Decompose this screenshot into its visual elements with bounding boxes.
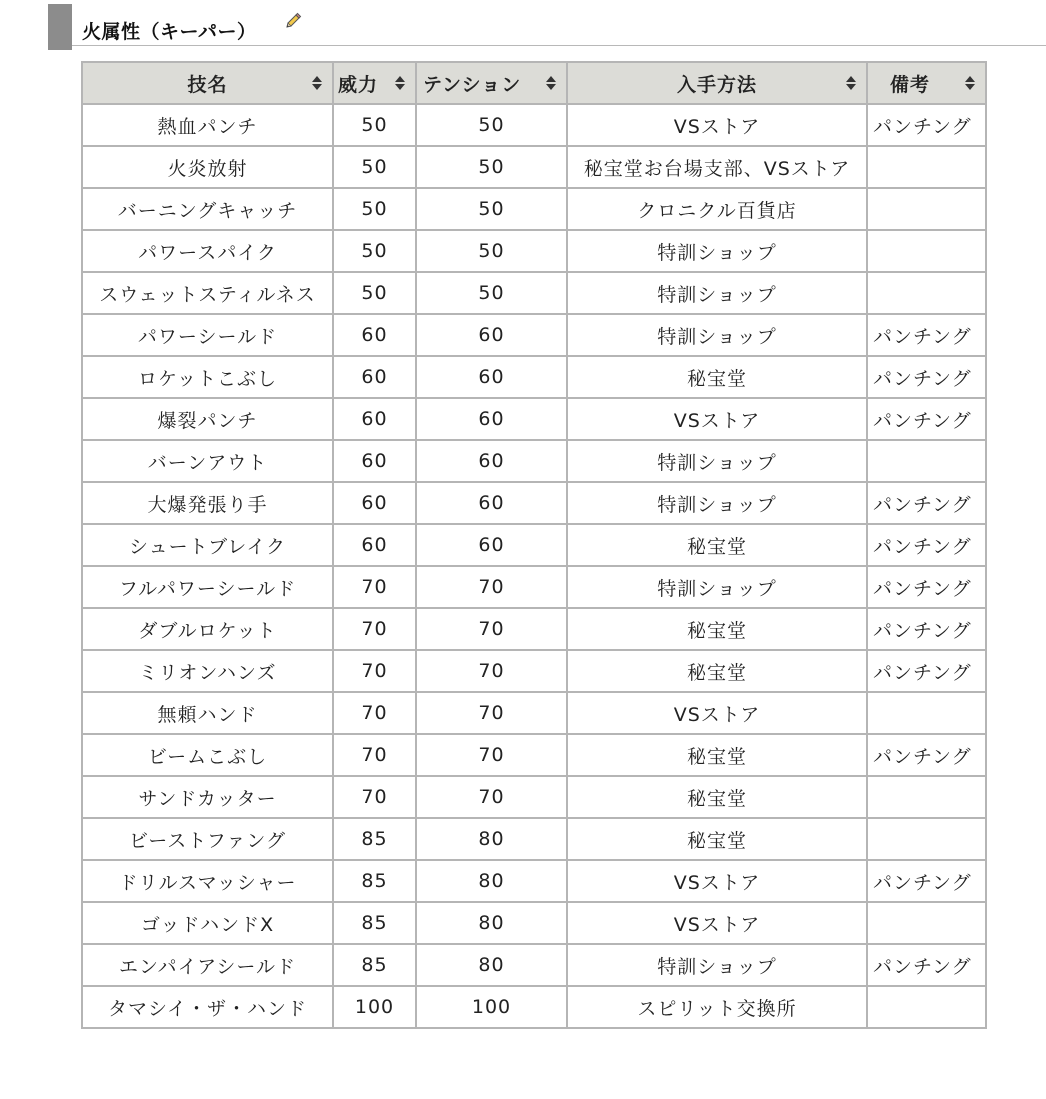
power-cell: 60 bbox=[333, 482, 416, 524]
table-row bbox=[82, 398, 986, 440]
skill-name-cell: バーニングキャッチ bbox=[82, 188, 333, 230]
section-heading bbox=[48, 4, 1046, 46]
tension-cell: 80 bbox=[416, 818, 567, 860]
table-row bbox=[82, 188, 986, 230]
tension-cell: 50 bbox=[416, 146, 567, 188]
column-header-power[interactable]: 威力 bbox=[333, 62, 416, 104]
table-row bbox=[82, 860, 986, 902]
power-cell: 70 bbox=[333, 734, 416, 776]
power-cell: 50 bbox=[333, 188, 416, 230]
table-row bbox=[82, 650, 986, 692]
source-cell: 特訓ショップ bbox=[567, 944, 867, 986]
table-row bbox=[82, 146, 986, 188]
power-cell: 50 bbox=[333, 230, 416, 272]
power-cell: 85 bbox=[333, 860, 416, 902]
tension-cell: 70 bbox=[416, 734, 567, 776]
power-cell: 85 bbox=[333, 818, 416, 860]
note-cell: パンチング bbox=[867, 104, 986, 146]
table-row bbox=[82, 272, 986, 314]
skill-name-cell: シュートブレイク bbox=[82, 524, 333, 566]
source-cell: VSストア bbox=[567, 692, 867, 734]
note-cell bbox=[867, 440, 986, 482]
note-cell bbox=[867, 692, 986, 734]
table-row bbox=[82, 986, 986, 1028]
note-cell: パンチング bbox=[867, 860, 986, 902]
sort-icon bbox=[965, 75, 975, 91]
note-cell: パンチング bbox=[867, 944, 986, 986]
skill-name-cell: フルパワーシールド bbox=[82, 566, 333, 608]
note-cell: パンチング bbox=[867, 398, 986, 440]
skill-name-cell: ゴッドハンドX bbox=[82, 902, 333, 944]
tension-cell: 60 bbox=[416, 524, 567, 566]
note-cell: パンチング bbox=[867, 524, 986, 566]
skill-name-cell: タマシイ・ザ・ハンド bbox=[82, 986, 333, 1028]
source-cell: 特訓ショップ bbox=[567, 230, 867, 272]
table-row bbox=[82, 776, 986, 818]
heading-accent-bar bbox=[48, 4, 72, 50]
source-cell: 特訓ショップ bbox=[567, 566, 867, 608]
table-row bbox=[82, 482, 986, 524]
tension-cell: 60 bbox=[416, 314, 567, 356]
source-cell: 秘宝堂 bbox=[567, 818, 867, 860]
sort-icon bbox=[846, 75, 856, 91]
table-row bbox=[82, 104, 986, 146]
table-row bbox=[82, 818, 986, 860]
table-row bbox=[82, 314, 986, 356]
section-title: 火属性（キーパー） bbox=[82, 21, 257, 43]
source-cell: VSストア bbox=[567, 398, 867, 440]
skill-name-cell: パワースパイク bbox=[82, 230, 333, 272]
note-cell: パンチング bbox=[867, 482, 986, 524]
note-cell: パンチング bbox=[867, 566, 986, 608]
source-cell: 秘宝堂 bbox=[567, 734, 867, 776]
tension-cell: 60 bbox=[416, 440, 567, 482]
source-cell: 特訓ショップ bbox=[567, 314, 867, 356]
tension-cell: 70 bbox=[416, 650, 567, 692]
table-row bbox=[82, 734, 986, 776]
tension-cell: 70 bbox=[416, 608, 567, 650]
sort-icon bbox=[312, 75, 322, 91]
source-cell: 特訓ショップ bbox=[567, 272, 867, 314]
source-cell: VSストア bbox=[567, 860, 867, 902]
note-cell bbox=[867, 818, 986, 860]
tension-cell: 70 bbox=[416, 692, 567, 734]
source-cell: 秘宝堂お台場支部、VSストア bbox=[567, 146, 867, 188]
source-cell: 秘宝堂 bbox=[567, 356, 867, 398]
note-cell bbox=[867, 272, 986, 314]
power-cell: 60 bbox=[333, 356, 416, 398]
column-header-name[interactable]: 技名 bbox=[82, 62, 333, 104]
source-cell: クロニクル百貨店 bbox=[567, 188, 867, 230]
table-row bbox=[82, 230, 986, 272]
table-row bbox=[82, 566, 986, 608]
skill-name-cell: サンドカッター bbox=[82, 776, 333, 818]
skill-name-cell: 大爆発張り手 bbox=[82, 482, 333, 524]
skill-name-cell: パワーシールド bbox=[82, 314, 333, 356]
skills-table bbox=[81, 61, 987, 1029]
sort-icon bbox=[546, 75, 556, 91]
table-row bbox=[82, 944, 986, 986]
source-cell: 秘宝堂 bbox=[567, 524, 867, 566]
tension-cell: 60 bbox=[416, 482, 567, 524]
note-cell: パンチング bbox=[867, 314, 986, 356]
note-cell bbox=[867, 146, 986, 188]
tension-cell: 80 bbox=[416, 944, 567, 986]
sort-icon bbox=[395, 75, 405, 91]
skill-name-cell: 無頼ハンド bbox=[82, 692, 333, 734]
skill-name-cell: ビーストファング bbox=[82, 818, 333, 860]
tension-cell: 70 bbox=[416, 566, 567, 608]
skill-name-cell: ダブルロケット bbox=[82, 608, 333, 650]
power-cell: 70 bbox=[333, 566, 416, 608]
pencil-icon[interactable] bbox=[284, 12, 302, 30]
power-cell: 60 bbox=[333, 314, 416, 356]
table-row bbox=[82, 356, 986, 398]
skill-name-cell: 爆裂パンチ bbox=[82, 398, 333, 440]
skill-name-cell: ビームこぶし bbox=[82, 734, 333, 776]
source-cell: 秘宝堂 bbox=[567, 776, 867, 818]
tension-cell: 50 bbox=[416, 272, 567, 314]
power-cell: 50 bbox=[333, 272, 416, 314]
note-cell bbox=[867, 776, 986, 818]
note-cell bbox=[867, 902, 986, 944]
tension-cell: 80 bbox=[416, 860, 567, 902]
power-cell: 85 bbox=[333, 902, 416, 944]
table-row bbox=[82, 440, 986, 482]
skill-name-cell: 熱血パンチ bbox=[82, 104, 333, 146]
note-cell bbox=[867, 230, 986, 272]
table-row bbox=[82, 902, 986, 944]
power-cell: 60 bbox=[333, 440, 416, 482]
skill-name-cell: スウェットスティルネス bbox=[82, 272, 333, 314]
tension-cell: 60 bbox=[416, 356, 567, 398]
column-header-notes[interactable]: 備考 bbox=[867, 62, 986, 104]
power-cell: 70 bbox=[333, 650, 416, 692]
tension-cell: 50 bbox=[416, 104, 567, 146]
tension-cell: 70 bbox=[416, 776, 567, 818]
note-cell bbox=[867, 986, 986, 1028]
skill-name-cell: ドリルスマッシャー bbox=[82, 860, 333, 902]
note-cell: パンチング bbox=[867, 650, 986, 692]
table-row bbox=[82, 608, 986, 650]
power-cell: 85 bbox=[333, 944, 416, 986]
source-cell: 特訓ショップ bbox=[567, 482, 867, 524]
power-cell: 60 bbox=[333, 524, 416, 566]
source-cell: 秘宝堂 bbox=[567, 608, 867, 650]
source-cell: VSストア bbox=[567, 104, 867, 146]
note-cell: パンチング bbox=[867, 356, 986, 398]
skill-name-cell: 火炎放射 bbox=[82, 146, 333, 188]
tension-cell: 60 bbox=[416, 398, 567, 440]
note-cell bbox=[867, 188, 986, 230]
power-cell: 60 bbox=[333, 398, 416, 440]
table-body bbox=[82, 104, 986, 1028]
table-row bbox=[82, 524, 986, 566]
power-cell: 70 bbox=[333, 608, 416, 650]
skill-name-cell: バーンアウト bbox=[82, 440, 333, 482]
skill-name-cell: ロケットこぶし bbox=[82, 356, 333, 398]
note-cell: パンチング bbox=[867, 734, 986, 776]
note-cell: パンチング bbox=[867, 608, 986, 650]
column-header-tension[interactable]: テンション bbox=[416, 62, 567, 104]
power-cell: 70 bbox=[333, 692, 416, 734]
tension-cell: 50 bbox=[416, 230, 567, 272]
skill-name-cell: エンパイアシールド bbox=[82, 944, 333, 986]
table-row bbox=[82, 692, 986, 734]
source-cell: 秘宝堂 bbox=[567, 650, 867, 692]
tension-cell: 50 bbox=[416, 188, 567, 230]
source-cell: スピリット交換所 bbox=[567, 986, 867, 1028]
power-cell: 70 bbox=[333, 776, 416, 818]
power-cell: 50 bbox=[333, 146, 416, 188]
power-cell: 100 bbox=[333, 986, 416, 1028]
table-header-row bbox=[82, 62, 986, 104]
skill-name-cell: ミリオンハンズ bbox=[82, 650, 333, 692]
tension-cell: 100 bbox=[416, 986, 567, 1028]
tension-cell: 80 bbox=[416, 902, 567, 944]
power-cell: 50 bbox=[333, 104, 416, 146]
source-cell: 特訓ショップ bbox=[567, 440, 867, 482]
source-cell: VSストア bbox=[567, 902, 867, 944]
column-header-source[interactable]: 入手方法 bbox=[567, 62, 867, 104]
